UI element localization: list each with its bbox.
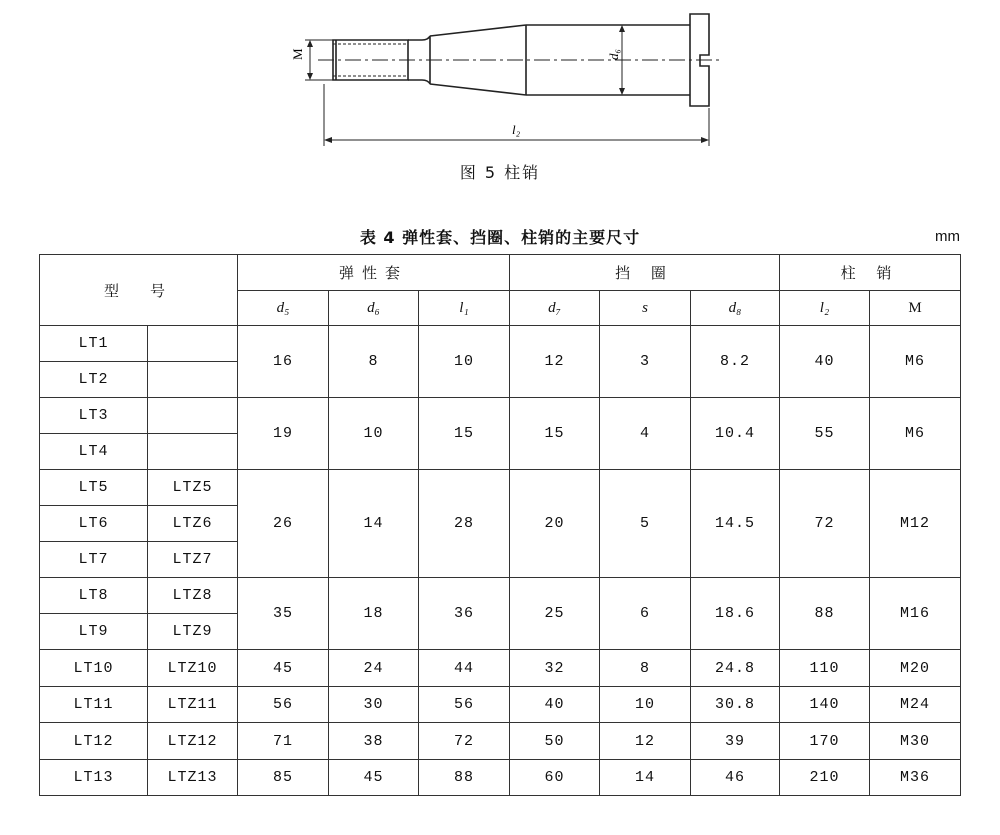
header-d5: d₅ <box>238 291 329 326</box>
pin-drawing <box>0 0 1000 160</box>
header-d7: d₇ <box>510 291 600 326</box>
cell-d5: 85 <box>238 760 329 796</box>
cell-d8: 39 <box>691 723 780 760</box>
cell-l2: 72 <box>780 470 870 578</box>
cell-s: 14 <box>600 760 691 796</box>
cell-l1: 72 <box>419 723 510 760</box>
pin-thread <box>333 40 408 80</box>
cell-d8: 10.4 <box>691 398 780 470</box>
header-sleeve: 弹性套 <box>238 255 510 291</box>
cell-s: 12 <box>600 723 691 760</box>
cell-l2: 110 <box>780 650 870 687</box>
model-ltz: LTZ9 <box>148 614 238 650</box>
model-ltz: LTZ6 <box>148 506 238 542</box>
model-lt: LT3 <box>40 398 148 434</box>
cell-d6: 45 <box>329 760 419 796</box>
cell-d7: 12 <box>510 326 600 398</box>
cell-d8: 30.8 <box>691 687 780 723</box>
model-ltz <box>148 398 238 434</box>
model-ltz <box>148 362 238 398</box>
cell-s: 8 <box>600 650 691 687</box>
header-pin: 柱 销 <box>780 255 961 291</box>
cell-l2: 40 <box>780 326 870 398</box>
cell-d5: 19 <box>238 398 329 470</box>
cell-s: 4 <box>600 398 691 470</box>
model-ltz: LTZ8 <box>148 578 238 614</box>
cell-d5: 16 <box>238 326 329 398</box>
header-l1: l₁ <box>419 291 510 326</box>
model-ltz <box>148 326 238 362</box>
cell-l1: 10 <box>419 326 510 398</box>
dim-label-m: M <box>290 48 305 60</box>
cell-l1: 36 <box>419 578 510 650</box>
header-d8: d₈ <box>691 291 780 326</box>
header-ring: 挡 圈 <box>510 255 780 291</box>
cell-s: 10 <box>600 687 691 723</box>
model-lt: LT8 <box>40 578 148 614</box>
cell-m: M36 <box>870 760 961 796</box>
cell-d6: 24 <box>329 650 419 687</box>
header-m: M <box>870 291 961 326</box>
cell-d5: 56 <box>238 687 329 723</box>
cell-d8: 14.5 <box>691 470 780 578</box>
unit-label: mm <box>935 228 960 245</box>
table-caption: 表 4 弹性套、挡圈、柱销的主要尺寸 <box>359 228 641 247</box>
cell-d5: 26 <box>238 470 329 578</box>
cell-l2: 210 <box>780 760 870 796</box>
cell-l2: 88 <box>780 578 870 650</box>
cell-m: M30 <box>870 723 961 760</box>
figure-caption: 图 5 柱销 <box>459 163 541 182</box>
model-lt: LT10 <box>40 650 148 687</box>
cell-d7: 15 <box>510 398 600 470</box>
cell-m: M6 <box>870 398 961 470</box>
cell-s: 6 <box>600 578 691 650</box>
cell-l2: 140 <box>780 687 870 723</box>
model-lt: LT2 <box>40 362 148 398</box>
cell-d6: 18 <box>329 578 419 650</box>
cell-d8: 24.8 <box>691 650 780 687</box>
model-lt: LT1 <box>40 326 148 362</box>
dim-label-d6: d₆ <box>606 48 621 60</box>
cell-l1: 44 <box>419 650 510 687</box>
cell-d8: 18.6 <box>691 578 780 650</box>
model-lt: LT6 <box>40 506 148 542</box>
cell-m: M16 <box>870 578 961 650</box>
header-d6: d₆ <box>329 291 419 326</box>
cell-d7: 60 <box>510 760 600 796</box>
cell-d6: 8 <box>329 326 419 398</box>
cell-l1: 28 <box>419 470 510 578</box>
cell-l1: 15 <box>419 398 510 470</box>
cell-d7: 40 <box>510 687 600 723</box>
model-lt: LT7 <box>40 542 148 578</box>
cell-l2: 170 <box>780 723 870 760</box>
header-model: 型 号 <box>40 255 238 326</box>
cell-d6: 10 <box>329 398 419 470</box>
dim-label-l2: l₂ <box>512 122 521 137</box>
cell-d7: 20 <box>510 470 600 578</box>
cell-l1: 56 <box>419 687 510 723</box>
cell-d6: 14 <box>329 470 419 578</box>
model-lt: LT5 <box>40 470 148 506</box>
cell-s: 5 <box>600 470 691 578</box>
cell-l1: 88 <box>419 760 510 796</box>
cell-d8: 46 <box>691 760 780 796</box>
model-ltz: LTZ12 <box>148 723 238 760</box>
model-ltz: LTZ5 <box>148 470 238 506</box>
model-ltz: LTZ7 <box>148 542 238 578</box>
cell-d8: 8.2 <box>691 326 780 398</box>
cell-d5: 71 <box>238 723 329 760</box>
spec-table <box>39 254 961 796</box>
cell-m: M24 <box>870 687 961 723</box>
cell-d5: 45 <box>238 650 329 687</box>
cell-d7: 32 <box>510 650 600 687</box>
cell-s: 3 <box>600 326 691 398</box>
cell-d6: 38 <box>329 723 419 760</box>
model-lt: LT12 <box>40 723 148 760</box>
model-ltz: LTZ13 <box>148 760 238 796</box>
model-lt: LT13 <box>40 760 148 796</box>
header-s: s <box>600 291 691 326</box>
cell-m: M6 <box>870 326 961 398</box>
cell-l2: 55 <box>780 398 870 470</box>
model-lt: LT9 <box>40 614 148 650</box>
cell-d7: 25 <box>510 578 600 650</box>
header-l2: l₂ <box>780 291 870 326</box>
cell-d7: 50 <box>510 723 600 760</box>
cell-m: M20 <box>870 650 961 687</box>
cell-d6: 30 <box>329 687 419 723</box>
model-ltz: LTZ11 <box>148 687 238 723</box>
model-ltz <box>148 434 238 470</box>
cell-m: M12 <box>870 470 961 578</box>
model-lt: LT4 <box>40 434 148 470</box>
model-lt: LT11 <box>40 687 148 723</box>
model-ltz: LTZ10 <box>148 650 238 687</box>
cell-d5: 35 <box>238 578 329 650</box>
